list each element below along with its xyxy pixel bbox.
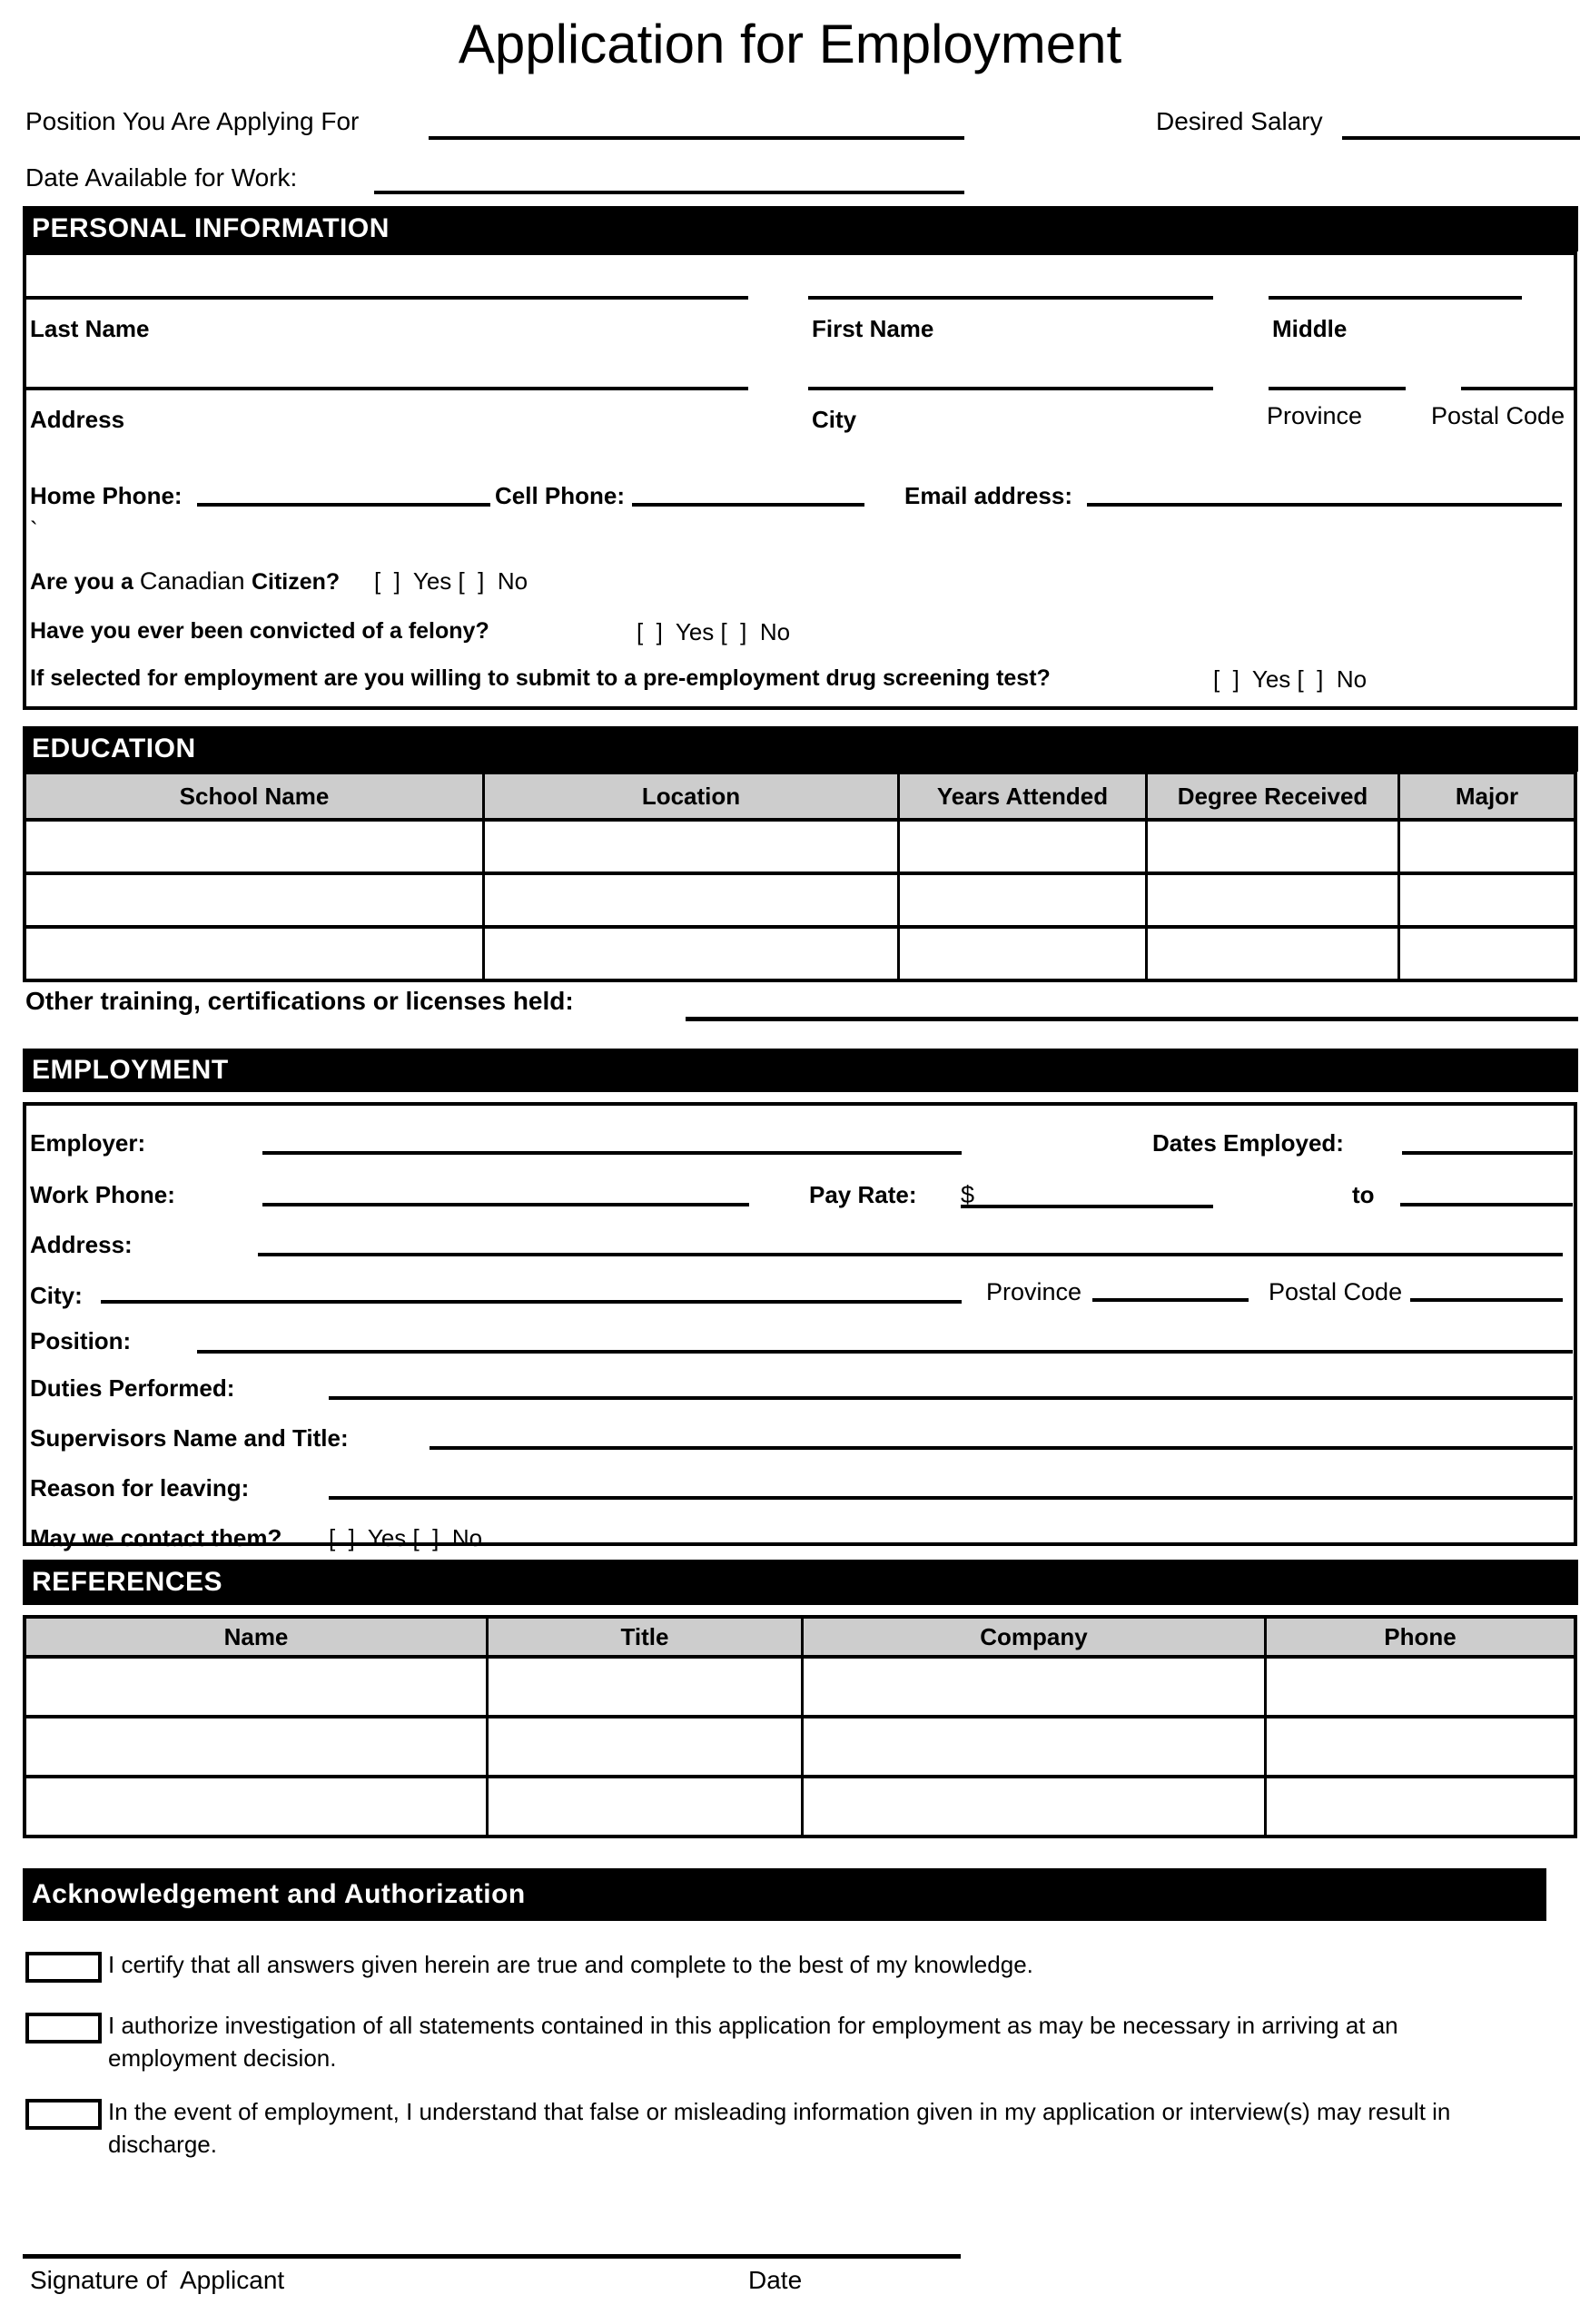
authorize-statement-text: I authorize investigation of all statements contained in this application for employment as may be necessary in arriving at an employment decision.	[108, 2012, 1398, 2072]
education-cell[interactable]	[485, 875, 900, 929]
employment-box	[23, 1102, 1577, 1551]
citizen-question-label	[30, 567, 340, 596]
employer-province-label: Province	[986, 1278, 1082, 1305]
certify-statement-text: I certify that all answers given herein are true and complete to the best of my knowledge.	[108, 1951, 1033, 1978]
first-name-field-line[interactable]	[808, 296, 1213, 300]
references-cell[interactable]	[1267, 1718, 1574, 1778]
city-label: City	[812, 406, 857, 433]
education-cell[interactable]	[900, 822, 1148, 875]
education-cell[interactable]	[26, 875, 485, 929]
reason-for-leaving-label: Reason for leaving:	[30, 1474, 250, 1502]
personal-information-section-header: PERSONAL INFORMATION	[23, 206, 1578, 251]
employer-label: Employer:	[30, 1129, 146, 1157]
cell-phone-label: Cell Phone:	[495, 482, 626, 509]
desired-salary-label: Desired Salary	[1156, 107, 1323, 135]
other-training-field-line[interactable]	[686, 984, 1578, 1021]
employer-field-line[interactable]	[262, 1129, 962, 1155]
education-col-location: Location	[485, 774, 900, 822]
references-cell[interactable]	[1267, 1778, 1574, 1835]
dollar-sign-label: $	[961, 1181, 975, 1208]
pay-rate-field-line[interactable]	[961, 1181, 1213, 1208]
education-cell[interactable]	[1400, 822, 1574, 875]
address-field-line[interactable]	[26, 387, 748, 390]
references-cell[interactable]	[489, 1778, 804, 1835]
desired-salary-field-line[interactable]	[1342, 105, 1580, 140]
personal-information-box	[23, 251, 1577, 710]
references-cell[interactable]	[804, 1778, 1267, 1835]
discharge-checkbox[interactable]	[25, 2099, 102, 2130]
education-section-header: EDUCATION	[23, 726, 1578, 772]
education-col-school-name: School Name	[26, 774, 485, 822]
discharge-statement-row	[25, 2099, 1470, 2161]
certify-checkbox[interactable]	[25, 1952, 102, 1983]
citizen-question-pre: Are you a	[30, 569, 140, 595]
education-cell[interactable]	[1400, 929, 1574, 979]
last-name-label: Last Name	[30, 315, 150, 342]
authorize-checkbox[interactable]	[25, 2013, 102, 2043]
education-col-years-attended: Years Attended	[900, 774, 1148, 822]
dates-employed-to-label: to	[1352, 1181, 1375, 1208]
middle-name-label: Middle	[1272, 315, 1348, 342]
education-cell[interactable]	[1400, 875, 1574, 929]
signature-date-label: Date	[748, 2266, 803, 2294]
position-applying-label: Position You Are Applying For	[25, 107, 360, 135]
employer-address-label: Address:	[30, 1231, 133, 1258]
references-cell[interactable]	[489, 1659, 804, 1718]
email-address-field-line[interactable]	[1087, 473, 1562, 507]
employment-section-header: EMPLOYMENT	[23, 1049, 1578, 1092]
employer-postal-code-label: Postal Code	[1269, 1278, 1403, 1305]
dates-employed-label: Dates Employed:	[1152, 1129, 1344, 1157]
may-we-contact-label: May we contact them?	[30, 1524, 282, 1551]
references-col-company: Company	[804, 1619, 1267, 1659]
employer-city-field-line[interactable]	[101, 1282, 962, 1304]
education-cell[interactable]	[900, 929, 1148, 979]
education-cell[interactable]	[485, 929, 900, 979]
first-name-label: First Name	[812, 315, 934, 342]
supervisor-name-title-field-line[interactable]	[430, 1424, 1573, 1450]
postal-code-field-line[interactable]	[1461, 387, 1577, 390]
pay-rate-label: Pay Rate:	[809, 1181, 917, 1208]
signature-of-applicant-label: Signature of Applicant	[30, 2266, 285, 2294]
citizen-question-mid: Canadian	[139, 567, 252, 595]
dates-employed-to-field-line[interactable]	[1400, 1181, 1573, 1206]
address-label: Address	[30, 406, 125, 433]
citizen-yes-no-options[interactable]: [ ] Yes [ ] No	[374, 567, 528, 595]
date-available-field-line[interactable]	[374, 160, 964, 194]
education-col-major: Major	[1400, 774, 1574, 822]
may-we-contact-yes-no-options[interactable]: [ ] Yes [ ] No	[329, 1524, 483, 1551]
certify-statement-row	[25, 1952, 1470, 1983]
duties-performed-field-line[interactable]	[329, 1374, 1573, 1400]
education-cell[interactable]	[900, 875, 1148, 929]
references-table	[23, 1615, 1577, 1838]
duties-performed-label: Duties Performed:	[30, 1374, 235, 1402]
citizen-question-post: Citizen?	[251, 569, 341, 595]
work-phone-field-line[interactable]	[262, 1181, 749, 1206]
email-address-label: Email address:	[904, 482, 1072, 509]
employer-address-field-line[interactable]	[258, 1231, 1563, 1256]
home-phone-label: Home Phone:	[30, 482, 183, 509]
position-held-label: Position:	[30, 1327, 132, 1354]
position-applying-field-line[interactable]	[429, 105, 964, 140]
references-col-name: Name	[26, 1619, 489, 1659]
drug-test-question-label: If selected for employment are you willing to submit to a pre-employment drug screening test?	[30, 665, 1051, 691]
references-col-phone: Phone	[1267, 1619, 1574, 1659]
stray-mark: `	[30, 517, 38, 544]
dates-employed-from-field-line[interactable]	[1402, 1129, 1573, 1155]
education-cell[interactable]	[26, 822, 485, 875]
education-cell[interactable]	[26, 929, 485, 979]
date-available-label: Date Available for Work:	[25, 163, 298, 192]
page-title: Application for Employment	[458, 14, 1122, 74]
education-table	[23, 771, 1577, 982]
employer-city-label: City:	[30, 1282, 83, 1309]
education-cell[interactable]	[1148, 929, 1400, 979]
work-phone-label: Work Phone:	[30, 1181, 175, 1208]
references-cell[interactable]	[804, 1718, 1267, 1778]
references-cell[interactable]	[489, 1718, 804, 1778]
references-cell[interactable]	[26, 1718, 489, 1778]
references-col-title: Title	[489, 1619, 804, 1659]
discharge-statement-text: In the event of employment, I understand that false or misleading information given in my application or interview(s) may result in discharge.	[108, 2098, 1451, 2158]
postal-code-label: Postal Code	[1431, 402, 1565, 429]
authorize-statement-row	[25, 2013, 1470, 2074]
drug-test-yes-no-options[interactable]: [ ] Yes [ ] No	[1213, 665, 1368, 693]
supervisor-name-title-label: Supervisors Name and Title:	[30, 1424, 349, 1452]
province-field-line[interactable]	[1269, 387, 1406, 390]
references-cell[interactable]	[26, 1659, 489, 1718]
employer-postal-code-field-line[interactable]	[1410, 1278, 1563, 1302]
employer-province-field-line[interactable]	[1092, 1278, 1249, 1302]
education-cell[interactable]	[1148, 822, 1400, 875]
education-cell[interactable]	[1148, 875, 1400, 929]
cell-phone-field-line[interactable]	[632, 473, 864, 507]
home-phone-field-line[interactable]	[197, 473, 490, 507]
references-cell[interactable]	[804, 1659, 1267, 1718]
references-cell[interactable]	[26, 1778, 489, 1835]
other-training-label: Other training, certifications or licenses held:	[25, 987, 574, 1015]
last-name-field-line[interactable]	[26, 296, 748, 300]
references-section-header: REFERENCES	[23, 1560, 1578, 1605]
signature-field-line[interactable]	[23, 2225, 961, 2259]
felony-question-label: Have you ever been convicted of a felony?	[30, 618, 489, 644]
position-held-field-line[interactable]	[197, 1327, 1573, 1354]
province-label: Province	[1267, 402, 1363, 429]
city-field-line[interactable]	[808, 387, 1213, 390]
reason-for-leaving-field-line[interactable]	[329, 1474, 1573, 1500]
middle-name-field-line[interactable]	[1269, 296, 1522, 300]
education-cell[interactable]	[485, 822, 900, 875]
acknowledgement-section-header: Acknowledgement and Authorization	[23, 1868, 1546, 1921]
references-cell[interactable]	[1267, 1659, 1574, 1718]
education-col-degree-received: Degree Received	[1148, 774, 1400, 822]
felony-yes-no-options[interactable]: [ ] Yes [ ] No	[637, 618, 791, 645]
